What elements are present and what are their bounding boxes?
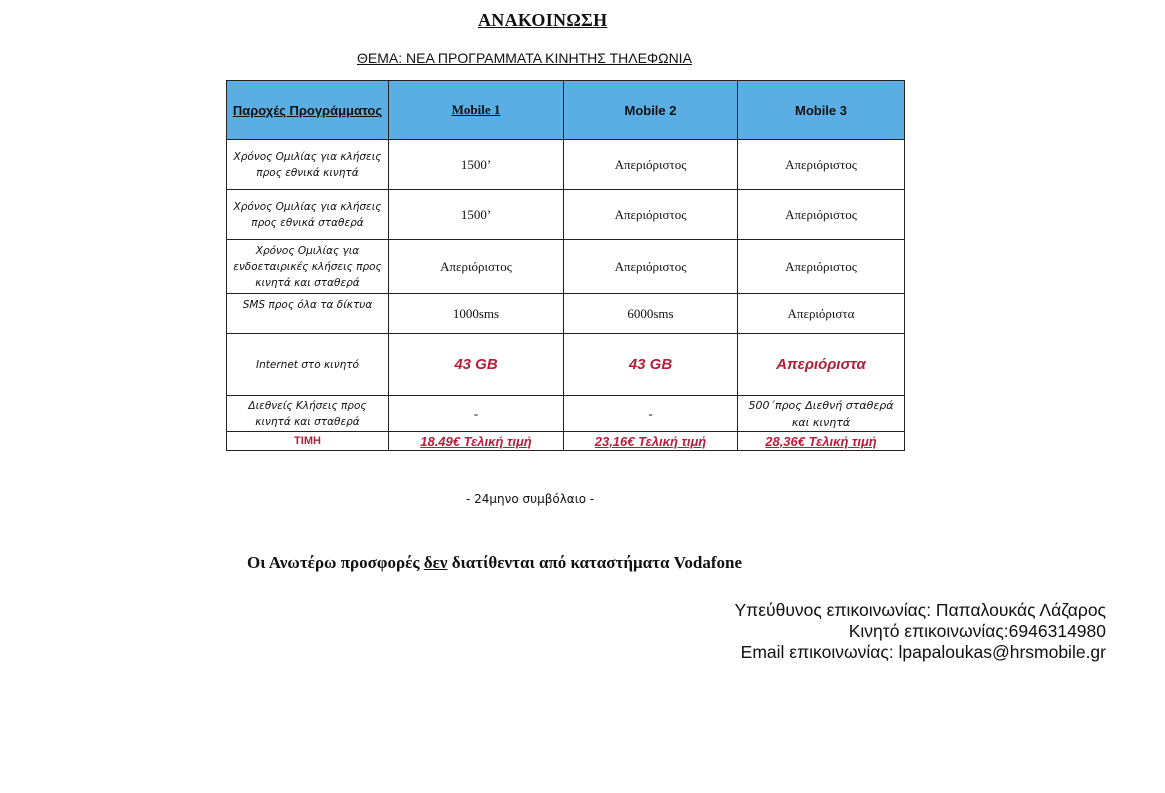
row-label: Χρόνος Ομιλίας για κλήσεις προς εθνικά σταθερά [227,190,389,240]
cell-value: 1500’ [389,140,564,190]
cell-value: 1500’ [389,190,564,240]
row-label: Διεθνείς Κλήσεις προς κινητά και σταθερά [227,396,389,432]
cell-value: - [564,396,738,432]
cell-value: 43 GB [564,334,738,396]
cell-value: Απεριόριστος [389,240,564,294]
table-row [227,190,905,240]
header-mobile-3: Mobile 3 [738,81,905,140]
row-label: SMS προς όλα τα δίκτυα [227,294,389,334]
header-mobile-2: Mobile 2 [564,81,738,140]
cell-value: 6000sms [564,294,738,334]
table-header-row [227,81,905,140]
price-mobile-1: 18.49€ Τελική τιμή [389,432,564,451]
notice-emphasis: δεν [423,553,448,572]
cell-value: 1000sms [389,294,564,334]
price-mobile-2: 23,16€ Τελική τιμή [564,432,738,451]
contact-email: Email επικοινωνίας: lpapaloukas@hrsmobile.gr [740,642,1106,662]
price-mobile-3: 28,36€ Τελική τιμή [738,432,905,451]
cell-value: Απεριόριστος [564,240,738,294]
header-mobile-1: Mobile 1 [389,81,564,140]
cell-value: Απεριόριστος [738,140,905,190]
cell-value: - [389,396,564,432]
notice-text-part: Οι Ανωτέρω προσφορές [247,553,424,572]
offers-table [226,80,905,451]
cell-value: Απεριόριστα [738,294,905,334]
row-label: Χρόνος Ομιλίας για ενδοεταιρικές κλήσεις προς κινητά και σταθερά [227,240,389,294]
contact-phone: Κινητό επικοινωνίας:6946314980 [848,621,1106,641]
notice-text [247,553,742,573]
cell-value: Απεριόριστος [564,140,738,190]
contract-note: - 24μηνο συμβόλαιο - [466,492,595,506]
price-label: ΤΙΜΗ [227,432,389,451]
announcement-title: ΑΝΑΚΟΙΝΩΣΗ [478,10,608,30]
cell-value: Απεριόριστος [738,190,905,240]
table-row [227,240,905,294]
cell-value: Απεριόριστος [738,240,905,294]
subject-line: ΘΕΜΑ: ΝΕΑ ΠΡΟΓΡΑΜΜΑΤΑ ΚΙΝΗΤΗΣ ΤΗΛΕΦΩΝΙΑ [357,50,692,66]
cell-value: Απεριόριστος [564,190,738,240]
contact-block [734,600,1106,663]
table-row [227,140,905,190]
row-label: Χρόνος Ομιλίας για κλήσεις προς εθνικά κινητά [227,140,389,190]
table-row [227,396,905,432]
header-features: Παροχές Προγράμματος [227,81,389,140]
row-label: Internet στο κινητό [227,334,389,396]
contact-person: Υπεύθυνος επικοινωνίας: Παπαλουκάς Λάζαρος [734,600,1106,620]
cell-value: 43 GB [389,334,564,396]
price-row [227,432,905,451]
table-row [227,334,905,396]
notice-text-part: διατίθενται από καταστήματα Vodafone [447,553,743,572]
cell-value: 500΄προς Διεθνή σταθερά και κινητά [738,396,905,432]
cell-value: Απεριόριστα [738,334,905,396]
table-row [227,294,905,334]
